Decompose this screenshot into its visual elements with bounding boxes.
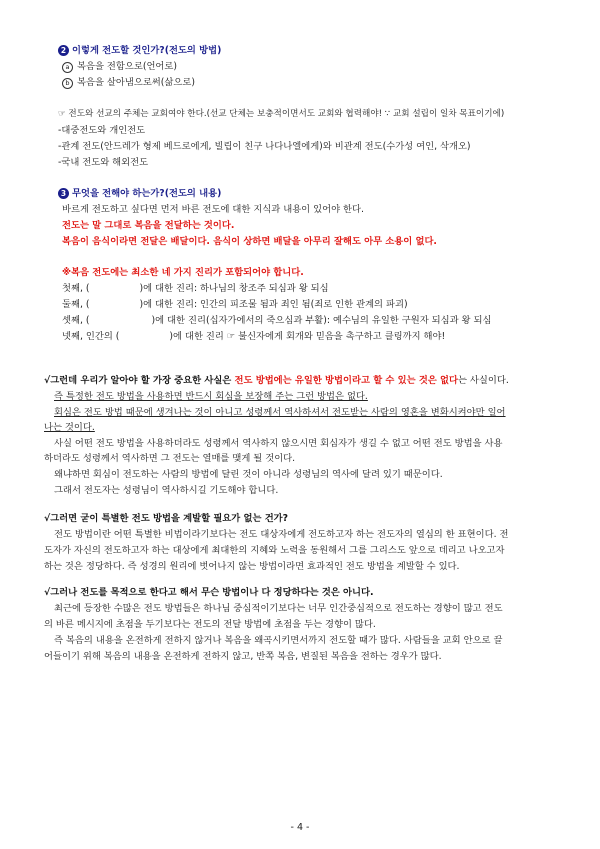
- block1-heading-tail: 는 사실이다.: [458, 375, 509, 386]
- block2-line: 도자가 자신의 전도하고자 하는 대상에게 최대한의 지혜와 노력을 동원해서 그를 그리스도 앞으로 데리고 나오고자: [44, 545, 505, 556]
- section2-item-b-text: 복음을 살아냄으로써(삶으로): [77, 77, 195, 88]
- section2-item-a: [62, 60, 177, 73]
- section3-marker: 3: [58, 188, 69, 199]
- truth-line: [62, 282, 329, 295]
- block3-line: 어들이기 위해 복음의 내용을 온전하게 전하지 않고, 반쪽 복음, 변질된 복음을 전하는 경우가 많다.: [44, 651, 442, 662]
- truth-suffix: )에 대한 진리 ☞ 불신자에게 회개와 믿음을 촉구하고 클링까지 해야!: [169, 331, 446, 342]
- truth-line: [62, 298, 408, 311]
- section3-red-line: 전도는 말 그대로 복음을 전달하는 것이다.: [62, 220, 235, 231]
- truth-suffix: )에 대한 진리: 인간의 피조물 됨과 죄인 됨(죄로 인한 관계의 파괴): [139, 299, 408, 310]
- block1-line: 하더라도 성령께서 역사하면 그 전도는 열매를 맺게 될 것이다.: [44, 453, 296, 464]
- block3-line: 의 바른 메시지에 초점을 두기보다는 전도의 전달 방법에 초점을 두는 경향이 많다.: [44, 619, 376, 630]
- truth-prefix: 첫째, (: [62, 283, 90, 294]
- block1-line: 즉 특정한 전도 방법을 사용하면 반드시 회심을 보장해 주는 그런 방법은 없다.: [54, 391, 368, 402]
- block2-heading: [44, 512, 288, 525]
- section2-note-line: -관계 전도(안드레가 형제 베드로에게, 빌립이 친구 나다나엘에게)와 비관계 전도(수가성 여인, 삭개오): [58, 141, 471, 152]
- circle-b-icon: b: [62, 78, 73, 89]
- block1-line: 나는 것이다.: [44, 422, 95, 433]
- truth-line: [62, 330, 445, 343]
- section3-intro: 바르게 전도하고 싶다면 먼저 바른 전도에 대한 지식과 내용이 있어야 한다.: [62, 204, 364, 215]
- block1-heading-emphasis: 전도 방법에는 유일한 방법이라고 할 수 있는 것은 없다: [234, 375, 458, 386]
- truth-prefix: 둘째, (: [62, 299, 90, 310]
- section2-marker: 2: [58, 45, 69, 56]
- block1-line: 사실 어떤 전도 방법을 사용하더라도 성령께서 역사하지 않으시면 회심자가 생길 수 없고 어떤 전도 방법을 사용: [54, 438, 503, 449]
- section2-note-lead: ☞ 전도와 선교의 주체는 교회여야 한다.(선교 단체는 보충적이면서도 교회와 협력해야! ∵ 교회 설립이 일차 목표이기에): [58, 109, 505, 119]
- block2-line: 전도 방법이란 어떤 특별한 비법이라기보다는 전도 대상자에게 전도하고자 하는 전도자의 열심의 한 표현이다. 전: [54, 529, 509, 540]
- block3-line: 최근에 등장한 수많은 전도 방법들은 하나님 중심적이기보다는 너무 인간중심적으로 전도하는 경향이 많고 전도: [54, 603, 503, 614]
- section2-note-line: -국내 전도와 해외전도: [58, 157, 149, 168]
- page-number: - 4 -: [290, 822, 310, 833]
- section2-item-b: [62, 76, 195, 89]
- circle-a-icon: a: [62, 62, 73, 73]
- block2-heading-text: 그러면 굳이 특별한 전도 방법을 계발할 필요가 없는 건가?: [50, 513, 289, 524]
- block2-line: 하는 것은 정당하다. 즉 성경의 원리에 벗어나지 않는 방법이라면 효과적인 전도 방법을 계발할 수 있다.: [44, 561, 460, 572]
- check-mark-icon: √: [44, 587, 51, 598]
- block1-line: 왜냐하면 회심이 전도하는 사람의 방법에 달린 것이 아니라 성령님의 역사에 달려 있기 때문이다.: [54, 469, 443, 480]
- block3-line: 즉 복음의 내용을 온전하게 전하지 않거나 복음을 왜곡시키면서까지 전도할 때가 많다. 사람들을 교회 안으로 끌: [54, 635, 503, 646]
- section3-heading-text: 무엇을 전해야 하는가?(전도의 내용): [72, 188, 222, 199]
- section3-red-line: 복음이 음식이라면 전달은 배달이다. 음식이 상하면 배달을 아무리 잘해도 아무 소용이 없다.: [62, 236, 437, 247]
- block1-heading-lead: 그런데 우리가 알아야 할 가장 중요한 사실은: [50, 375, 235, 386]
- block1-heading: [44, 374, 509, 387]
- check-mark-icon: √: [44, 513, 51, 524]
- section3-truths-heading: ※복음 전도에는 최소한 네 가지 진리가 포함되어야 합니다.: [62, 267, 304, 278]
- check-mark-icon: √: [44, 375, 51, 386]
- section2-heading: [58, 44, 221, 57]
- truth-prefix: 셋째, (: [62, 315, 90, 326]
- block3-heading: [44, 586, 374, 599]
- block3-heading-text: 그러나 전도를 목적으로 한다고 해서 무슨 방법이나 다 정당하다는 것은 아니다.: [50, 587, 374, 598]
- block1-line: 그래서 전도자는 성령님이 역사하시길 기도해야 합니다.: [54, 485, 279, 496]
- section2-item-a-text: 복음을 전함으로(언어로): [77, 61, 178, 72]
- section2-heading-text: 이렇게 전도할 것인가?(전도의 방법): [72, 45, 222, 56]
- truth-suffix: )에 대한 진리(십자가에서의 죽으심과 부활): 예수님의 유일한 구원자 되심과 왕 되심: [151, 315, 492, 326]
- section2-note-line: -대중전도와 개인전도: [58, 125, 146, 136]
- block1-line: 회심은 전도 방법 때문에 생겨나는 것이 아니고 성령께서 역사하셔서 전도받는 사람의 영혼을 변화시켜야만 일어: [54, 407, 506, 418]
- truth-prefix: 넷째, 인간의 (: [62, 331, 120, 342]
- truth-suffix: )에 대한 진리: 하나님의 창조주 되심과 왕 되심: [139, 283, 329, 294]
- section3-heading: [58, 187, 221, 200]
- truth-line: [62, 314, 491, 327]
